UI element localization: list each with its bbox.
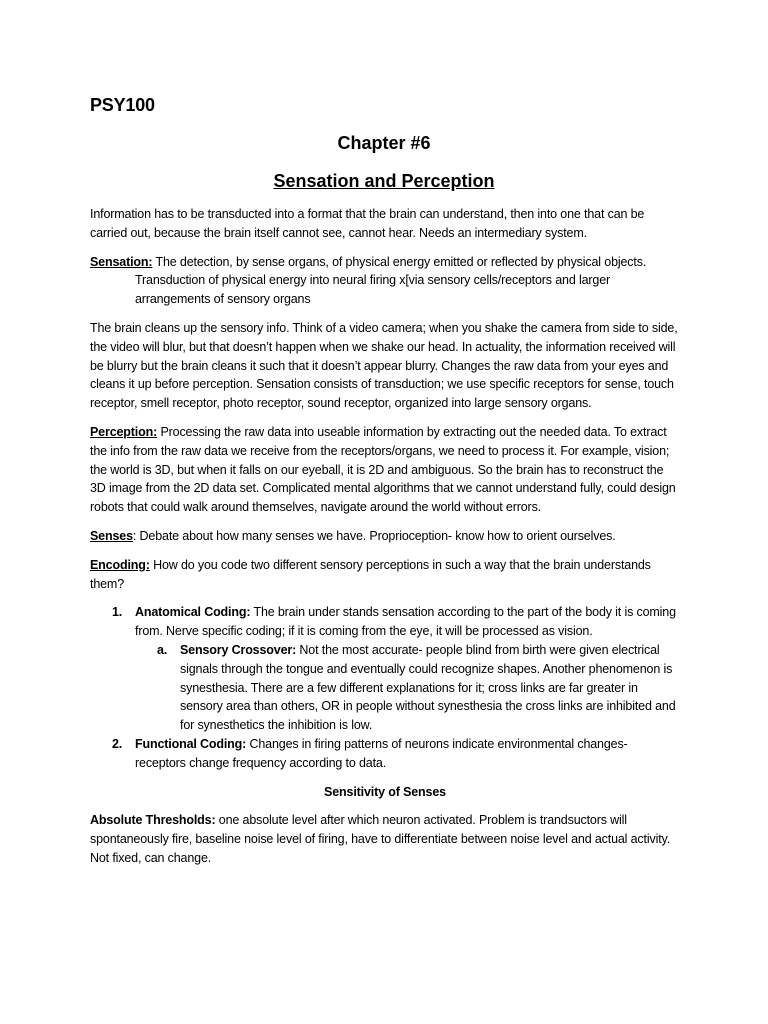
sensitivity-heading: Sensitivity of Senses (324, 784, 446, 799)
coding-list (90, 603, 680, 772)
intro-paragraph: Information has to be transducted into a format that the brain can understand, then into one that can be carried out, because the brain itself cannot see, cannot hear. Needs an intermediary system. (90, 207, 645, 240)
anatomical-coding-term: Anatomical Coding: (135, 605, 251, 620)
absolute-thresholds-paragraph (90, 811, 680, 867)
course-code: PSY100 (90, 95, 155, 115)
sensation-paragraph (90, 253, 680, 309)
functional-coding-text: Changes in firing patterns of neurons indicate environmental changes- receptors change frequency according to data. (135, 736, 628, 770)
encoding-text: How do you code two different sensory perceptions in such a way that the brain understands them? (90, 557, 651, 591)
chapter-heading: Chapter #6 (337, 133, 431, 153)
document-body (90, 205, 680, 878)
list-item (90, 735, 680, 773)
list-item (90, 603, 680, 735)
sub-list (135, 641, 680, 735)
senses-paragraph (90, 527, 680, 546)
sensation-indent-text: Transduction of physical energy into neural firing x[via sensory cells/receptors and larger arrangements of sensory organs (135, 273, 611, 307)
functional-coding-term: Functional Coding: (135, 736, 247, 751)
senses-term: Senses (90, 528, 133, 543)
page-title: Sensation and Perception (273, 171, 495, 191)
perception-paragraph (90, 423, 680, 517)
perception-term: Perception: (90, 424, 158, 439)
sensory-crossover-term: Sensory Crossover: (180, 642, 297, 657)
sub-list-letter: a. (157, 642, 168, 657)
sensation-term: Sensation: (90, 254, 153, 269)
encoding-term: Encoding: (90, 557, 150, 572)
absolute-thresholds-text: one absolute level after which neuron activated. Problem is trandsuctors will spontaneously fire, baseline noise level of firing, have to differentiate between noise level and actual activity. Not fixed, can change. (90, 813, 671, 865)
absolute-thresholds-term: Absolute Thresholds: (90, 813, 216, 828)
sensory-crossover-text: Not the most accurate- people blind from birth were given electrical signals through the tongue and eventually could recognize shapes. Another phenomenon is synesthesia. There are a few different explanations for it; cross links are far greater in sensory area than others, OR in people without synesthesia the cross links are inhibited and for synesthetics the inhibition is low. (180, 642, 676, 733)
list-number: 2. (112, 736, 123, 751)
encoding-paragraph (90, 556, 680, 594)
sensation-text: The detection, by sense organs, of physical energy emitted or reflected by physical objects. (152, 254, 647, 269)
anatomical-coding-text: The brain under stands sensation according to the part of the body it is coming from. Nerve specific coding; if it is coming from the eye, it will be processed as vision. (135, 605, 676, 639)
senses-text: : Debate about how many senses we have. Proprioception- know how to orient ourselves. (132, 528, 616, 543)
list-number: 1. (112, 605, 123, 620)
perception-text: Processing the raw data into useable information by extracting out the needed data. To extract the info from the raw data we receive from the receptors/organs, we need to process it. For example, vision; the world is 3D, but when it falls on our eyeball, it is 2D and ambiguous. So the brain has to reconstruct the 3D image from the 2D data set. Complicated mental algorithms that we cannot understand fully, could design robots that could walk around themselves, navigate around the world without errors. (90, 424, 676, 515)
brain-paragraph: The brain cleans up the sensory info. Think of a video camera; when you shake the camera from side to side, the video will blur, but that doesn’t happen when we shake our head. In actuality, the information received will be blurry but the brain cleans it such that it doesn’t appear blurry. Changes the raw data from your eyes and cleans it up before perception. Sensation consists of transduction; we use specific receptors for sense, touch receptor, smell receptor, photo receptor, sound receptor, organized into large sensory organs. (90, 320, 678, 411)
sub-list-item (135, 641, 680, 735)
